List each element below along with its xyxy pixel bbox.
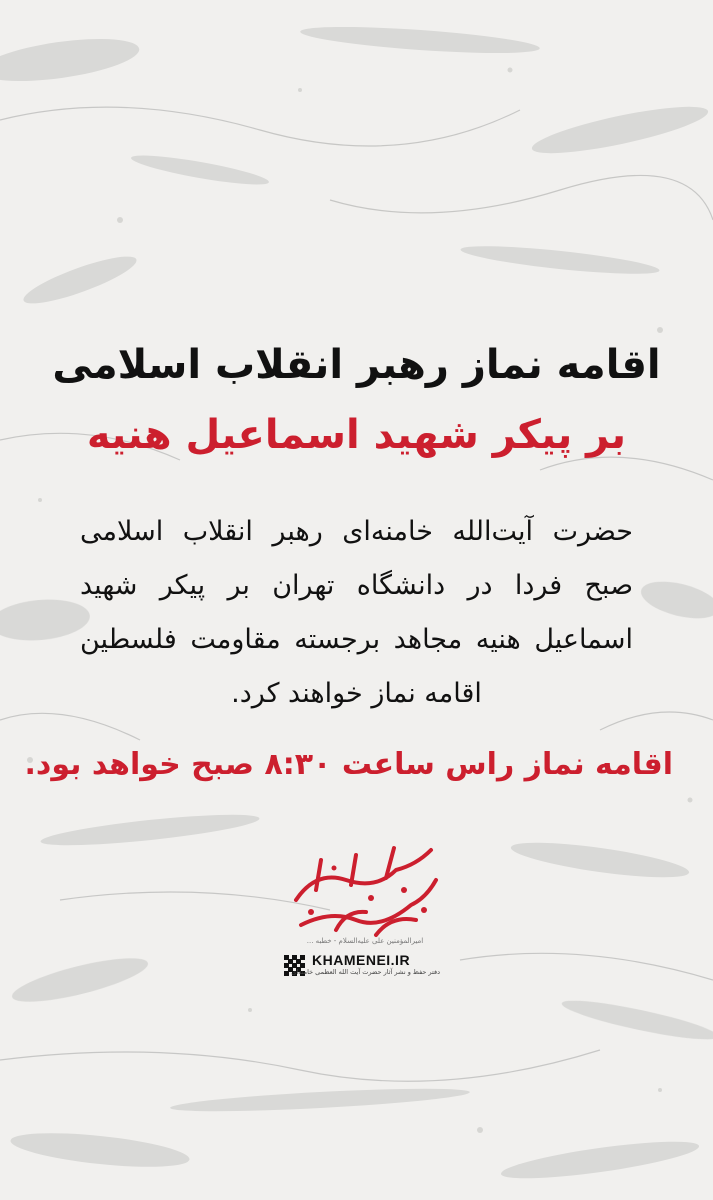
brand-name: KHAMENEI.IR <box>312 952 411 968</box>
headline-red: بر پیکر شهید اسماعیل هنیه <box>86 412 627 458</box>
announcement-body: حضرت آیت‌الله خامنه‌ای رهبر انقلاب اسلامی صبح فردا در دانشگاه تهران بر پیکر شهید اسماعیل هنیه مجاهد برجسته مقاومت فلسطین اقامه نماز خواهند کرد. <box>80 516 633 709</box>
brand-subtitle: دفتر حفظ و نشر آثار حضرت آیت الله العظمی خامنه‌ای <box>291 968 440 976</box>
headline-black: اقامه نماز رهبر انقلاب اسلامی <box>52 342 661 388</box>
calligraphy-slogan-logo <box>276 840 446 950</box>
prayer-time-note: اقامه نماز راس ساعت ۸:۳۰ صبح خواهد بود. <box>24 747 673 782</box>
khamenei-brand <box>282 953 442 979</box>
slogan-caption: امیرالمؤمنین علی علیه‌السلام - خطبه ... <box>306 937 424 945</box>
